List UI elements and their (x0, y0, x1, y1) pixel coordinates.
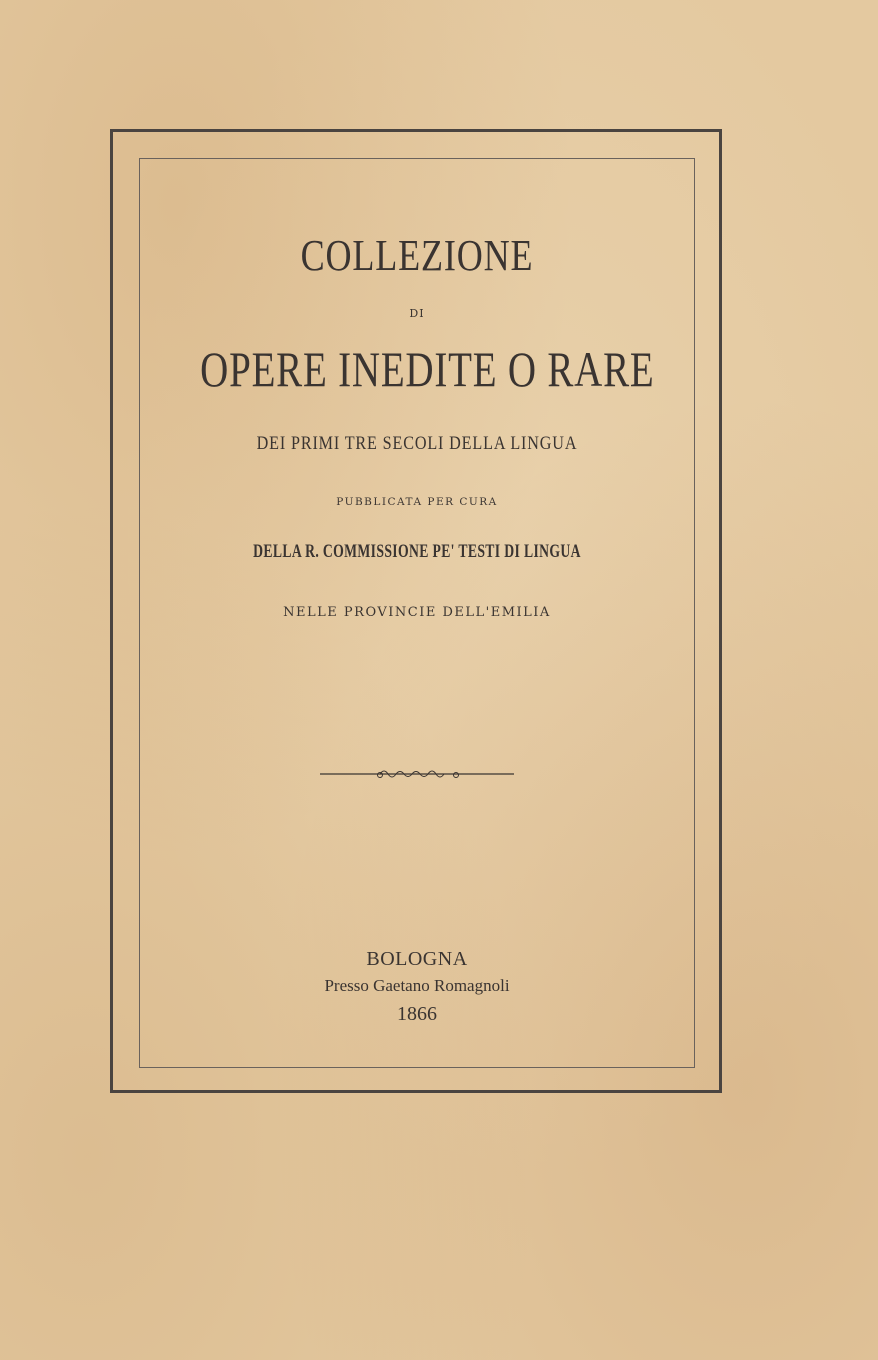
published-by-intro: PUBBLICATA PER CURA (336, 496, 498, 508)
imprint-city: BOLOGNA (366, 948, 468, 970)
title-line-1: COLLEZIONE (300, 231, 534, 280)
title-connector: DI (409, 307, 425, 320)
decorative-rule-icon (320, 766, 514, 780)
region: NELLE PROVINCIE DELL'EMILIA (283, 605, 551, 620)
subtitle: DEI PRIMI TRE SECOLI DELLA LINGUA (256, 433, 578, 454)
imprint-printer: Presso Gaetano Romagnoli (324, 976, 510, 995)
imprint-year: 1866 (397, 1003, 437, 1025)
title-line-2: OPERE INEDITE O RARE (200, 341, 655, 397)
title-page-content (139, 158, 695, 1068)
publisher-body: DELLA R. COMMISSIONE PE' TESTI DI LINGUA (253, 541, 581, 562)
